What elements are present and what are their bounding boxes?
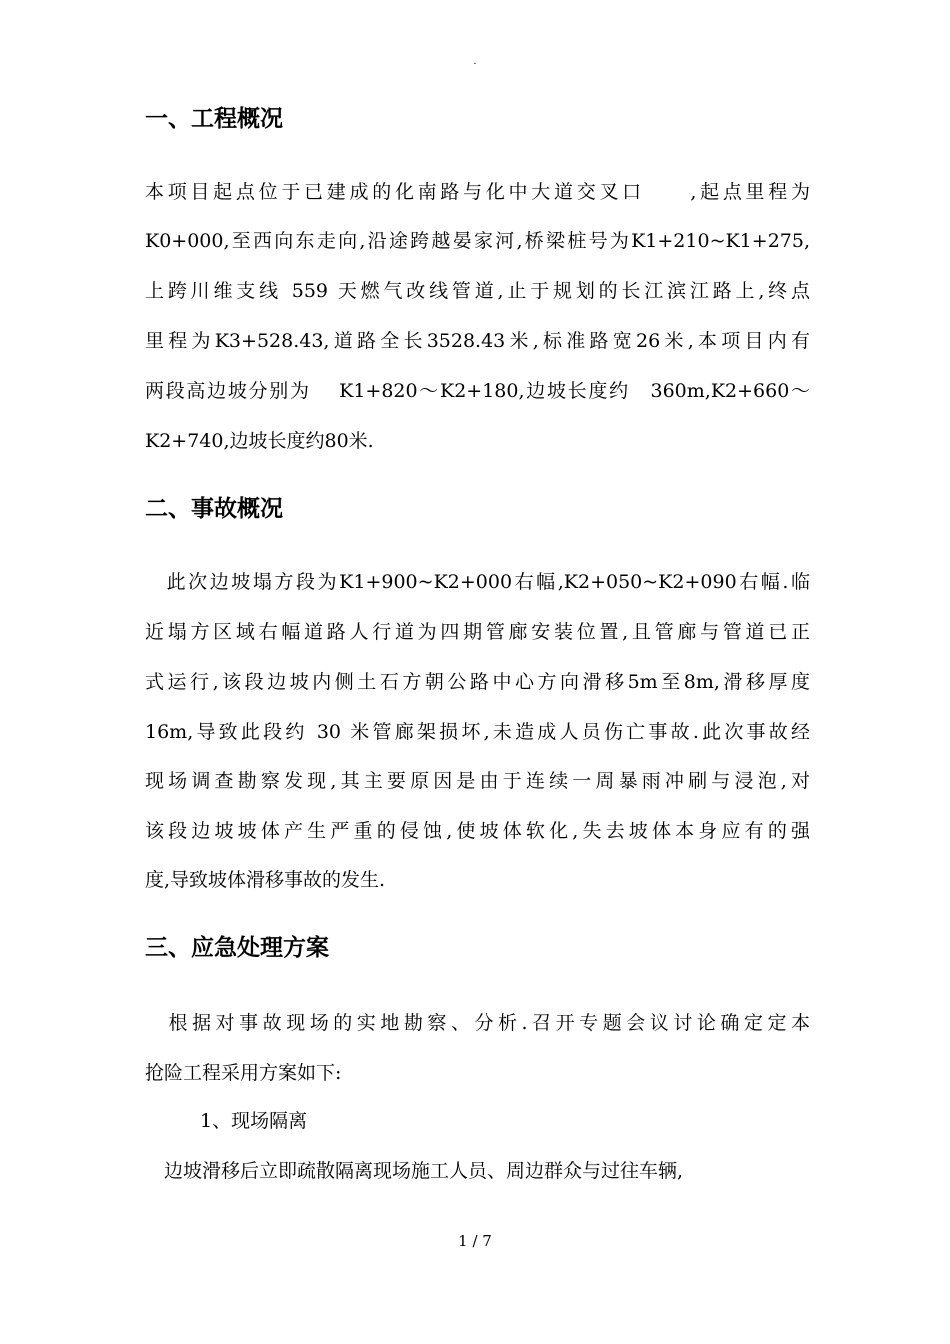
section-1-line-6: K2+740,边坡长度约80米.	[145, 430, 374, 452]
section-3-title: 三、应急处理方案	[145, 935, 329, 961]
section-3-line-2: 抢险工程采用方案如下:	[145, 1062, 342, 1084]
section-2-line-1: 此次边坡塌方段为K1+900~K2+000右幅,K2+050~K2+090右幅.临	[145, 571, 810, 593]
section-2-title: 二、事故概况	[145, 496, 283, 522]
section-2-line-5: 现场调查勘察发现,其主要原因是由于连续一周暴雨冲刷与浸泡,对	[145, 770, 810, 792]
section-2-line-3: 式运行,该段边坡内侧土石方朝公路中心方向滑移5m至8m,滑移厚度	[145, 671, 810, 693]
section-1-line-1: 本项目起点位于已建成的化南路与化中大道交叉口 ,起点里程为	[145, 181, 810, 203]
section-1-line-2: K0+000,至西向东走向,沿途跨越晏家河,桥梁桩号为K1+210~K1+275,	[145, 230, 810, 252]
section-1-line-5: 两段高边坡分别为 K1+820～K2+180,边坡长度约 360m,K2+660～	[145, 380, 810, 402]
page-number: 1 / 7	[458, 1232, 492, 1250]
header-mark: .	[473, 56, 477, 67]
section-3-item-1-line-1: 边坡滑移后立即疏散隔离现场施工人员、周边群众与过往车辆,	[145, 1160, 684, 1182]
section-2-line-6: 该段边坡坡体产生严重的侵蚀,使坡体软化,失去坡体本身应有的强	[145, 820, 810, 842]
section-1-line-3: 上跨川维支线 559 天燃气改线管道,止于规划的长江滨江路上,终点	[145, 280, 810, 302]
section-2-line-7: 度,导致坡体滑移事故的发生.	[145, 869, 386, 891]
section-3-line-1: 根据对事故现场的实地勘察、分析.召开专题会议讨论确定定本	[145, 1012, 810, 1034]
section-2-line-2: 近塌方区域右幅道路人行道为四期管廊安装位置,且管廊与管道已正	[145, 621, 810, 643]
section-2-line-4: 16m,导致此段约 30 米管廊架损坏,未造成人员伤亡事故.此次事故经	[145, 721, 810, 743]
section-3-item-1-title: 1、现场隔离	[200, 1110, 308, 1132]
section-1-title: 一、工程概况	[145, 106, 283, 132]
section-1-line-4: 里程为K3+528.43,道路全长3528.43米,标准路宽26米,本项目内有	[145, 330, 810, 352]
